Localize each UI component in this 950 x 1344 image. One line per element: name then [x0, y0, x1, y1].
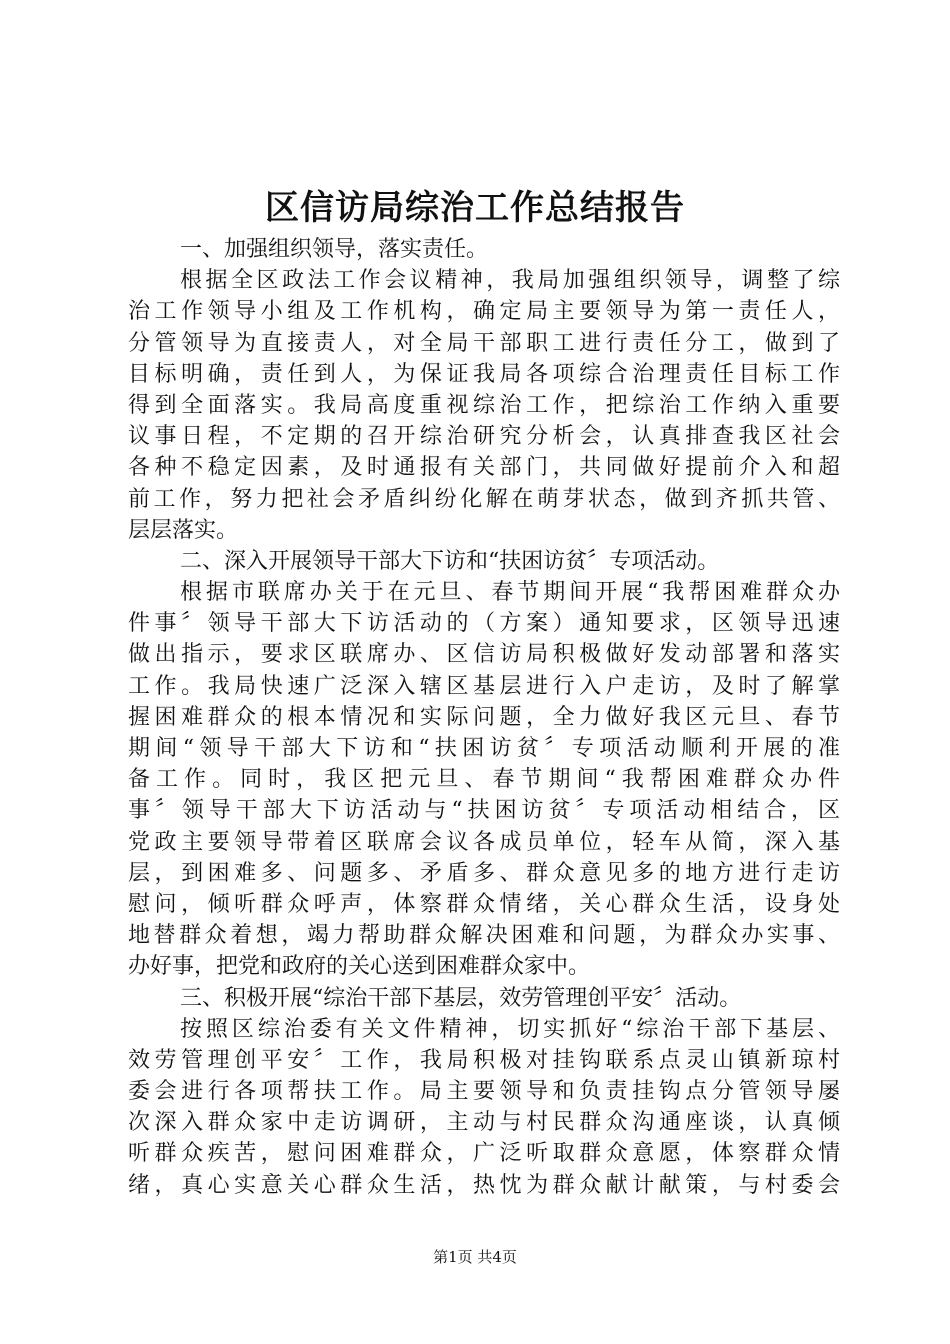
body-line: 委会进行各项帮扶工作。局主要领导和负责挂钩点分管领导屡	[128, 1079, 840, 1105]
body-line: 一、加强组织领导，落实责任。	[180, 237, 489, 262]
body-line: 办好事，把党和政府的关心送到困难群众家中。	[128, 954, 591, 980]
body-line: 得到全面落实。我局高度重视综治工作，把综治工作纳入重要	[128, 392, 840, 418]
body-line: 次深入群众家中走访调研，主动与村民群众沟通座谈，认真倾	[128, 1110, 840, 1136]
body-line: 议事日程，不定期的召开综治研究分析会，认真排查我区社会	[128, 424, 840, 450]
body-line: 前工作，努力把社会矛盾纠纷化解在萌芽状态，做到齐抓共管、	[128, 486, 840, 512]
page-footer: 第1页 共4页	[433, 1248, 517, 1266]
body-line: 绪，真心实意关心群众生活，热忱为群众献计献策，与村委会	[128, 1172, 840, 1198]
body-line: 工作。我局快速广泛深入辖区基层进行入户走访，及时了解掌	[128, 673, 840, 699]
body-line: 党政主要领导带着区联席会议各成员单位，轻车从简，深入基	[128, 829, 840, 855]
body-line: 效劳管理创平安〞工作，我局积极对挂钩联系点灵山镇新琼村	[128, 1047, 840, 1073]
body-line: 根据市联席办关于在元旦、春节期间开展“我帮困难群众办	[180, 580, 840, 606]
document-body	[128, 234, 840, 1201]
body-line: 听群众疾苦，慰问困难群众，广泛听取群众意愿，体察群众情	[128, 1141, 840, 1167]
body-line: 根据全区政法工作会议精神，我局加强组织领导，调整了综	[180, 268, 840, 294]
body-line: 分管领导为直接责人，对全局干部职工进行责任分工，做到了	[128, 330, 840, 356]
body-line: 事〞领导干部大下访活动与“扶困访贫〞专项活动相结合，区	[128, 798, 840, 824]
body-line: 备工作。同时，我区把元旦、春节期间“我帮困难群众办件	[128, 767, 840, 793]
body-line: 各种不稳定因素，及时通报有关部门，共同做好提前介入和超	[128, 455, 840, 481]
body-line: 按照区综治委有关文件精神，切实抓好“综治干部下基层、	[180, 1016, 840, 1042]
body-line: 目标明确，责任到人，为保证我局各项综合治理责任目标工作	[128, 361, 840, 387]
body-line: 层，到困难多、问题多、矛盾多、群众意见多的地方进行走访	[128, 860, 840, 886]
body-line: 三、积极开展“综治干部下基层，效劳管理创平安〞活动。	[180, 985, 742, 1011]
body-line: 层层落实。	[128, 517, 239, 543]
body-line: 慰问，倾听群众呼声，体察群众情绪，关心群众生活，设身处	[128, 891, 840, 917]
body-line: 治工作领导小组及工作机构，确定局主要领导为第一责任人，	[128, 299, 840, 325]
body-line: 期间“领导干部大下访和“扶困访贫〞专项活动顺利开展的准	[128, 736, 840, 761]
body-line: 地替群众着想，竭力帮助群众解决困难和问题，为群众办实事、	[128, 923, 840, 949]
body-line: 件事〞领导干部大下访活动的（方案）通知要求，区领导迅速	[128, 611, 840, 637]
body-line: 握困难群众的根本情况和实际问题，全力做好我区元旦、春节	[128, 704, 840, 730]
document-title: 区信访局综治工作总结报告	[265, 188, 685, 228]
body-line: 二、深入开展领导干部大下访和“扶困访贫〞专项活动。	[180, 548, 720, 574]
body-line: 做出指示，要求区联席办、区信访局积极做好发动部署和落实	[128, 642, 840, 668]
